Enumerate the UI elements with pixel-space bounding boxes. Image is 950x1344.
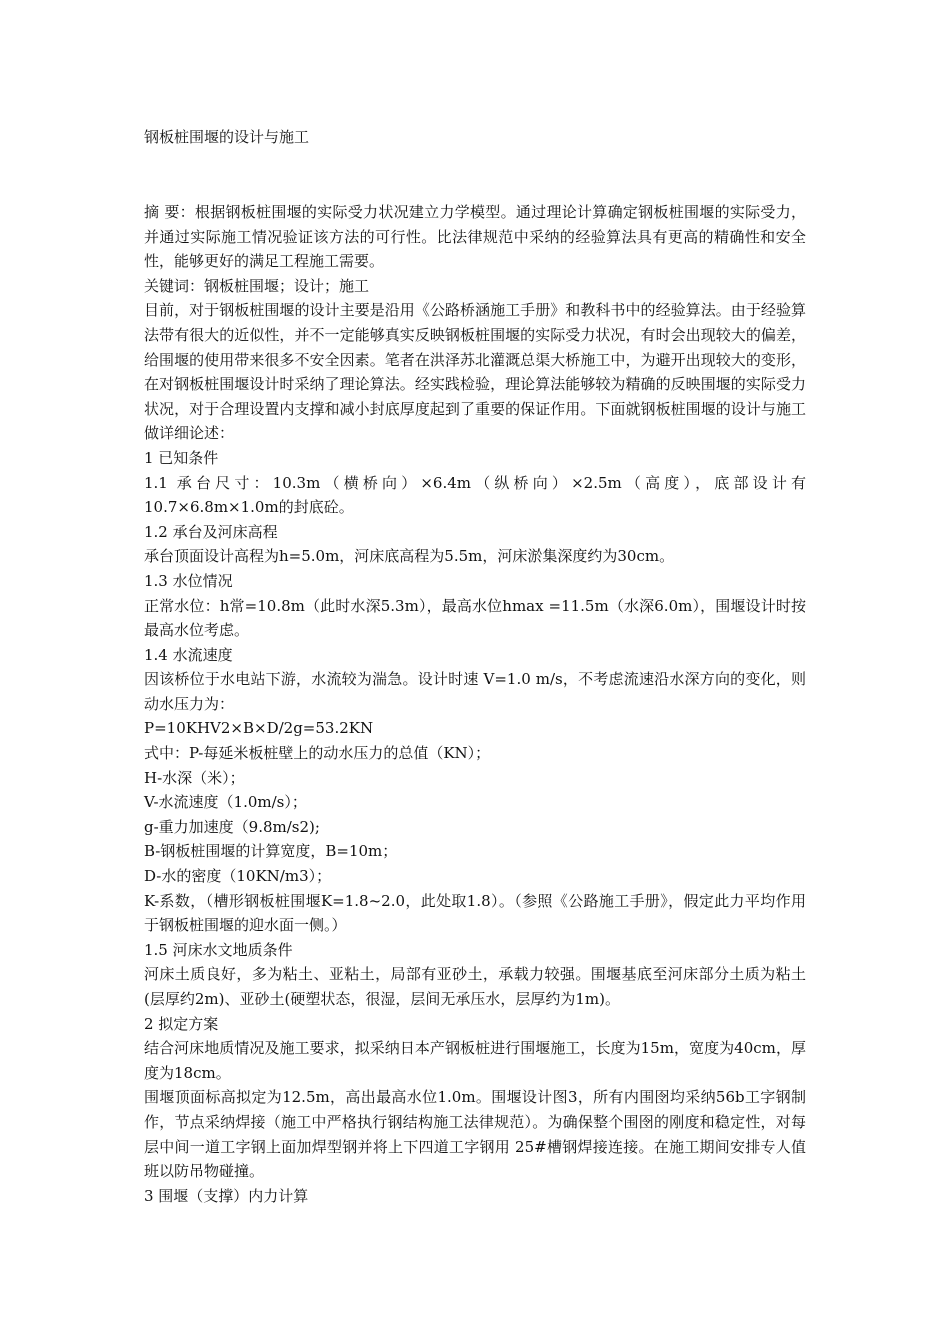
formula-legend-item: H-水深（米）；	[144, 768, 245, 787]
body-paragraph: 结合河床地质情况及施工要求，拟采纳日本产钢板桩进行围堰施工，长度为15m，宽度为40cm，厚度为18cm。	[144, 1039, 806, 1082]
intro-paragraph: 目前，对于钢板桩围堰的设计主要是沿用《公路桥涵施工手册》和教科书中的经验算法。由于经验算法带有很大的近似性，并不一定能够真实反映钢板桩围堰的实际受力状况，有时会出现较大的偏差，给围堰的使用带来很多不安全因素。笔者在洪泽苏北灌溉总渠大桥施工中，为避开出现较大的变形，在对钢板桩围堰设计时采纳了理论算法。经实践检验，理论算法能够较为精确的反映围堰的实际受力状况，对于合理设置内支撑和减小封底厚度起到了重要的保证作用。下面就钢板桩围堰的设计与施工做详细论述：	[144, 301, 806, 443]
keywords-line: 关键词：钢板桩围堰；设计；施工	[144, 276, 370, 295]
body-paragraph: 正常水位：h常=10.8m（此时水深5.3m），最高水位hmax =11.5m（水深6.0m），围堰设计时按最高水位考虑。	[144, 596, 806, 640]
document-title: 钢板桩围堰的设计与施工	[144, 128, 310, 146]
body-paragraph: 因该桥位于水电站下游，水流较为湍急。设计时速 V=1.0 m/s，不考虑流速沿水深方向的变化，则动水压力为：	[144, 670, 806, 713]
subsection-heading: 1.2 承台及河床高程	[144, 522, 278, 541]
subsection-heading: 1.3 水位情况	[144, 571, 233, 590]
document-body	[144, 200, 806, 1208]
section-heading: 1 已知条件	[144, 448, 219, 467]
body-paragraph: 承台顶面设计高程为h=5.0m，河床底高程为5.5m，河床淤集深度约为30cm。	[144, 547, 675, 566]
body-paragraph: 1.1 承台尺寸：10.3m（横桥向）×6.4m（纵桥向）×2.5m（高度），底部设计有10.7×6.8m×1.0m的封底砼。	[144, 473, 806, 517]
formula-legend-item: V-水流速度（1.0m/s）；	[144, 793, 307, 812]
formula-legend-item: D-水的密度（10KN/m3）；	[144, 867, 332, 886]
formula-legend-item: B-钢板桩围堰的计算宽度，B=10m；	[144, 842, 398, 861]
abstract-paragraph: 摘 要：根据钢板桩围堰的实际受力状况建立力学模型。通过理论计算确定钢板桩围堰的实际受力，并通过实际施工情况验证该方法的可行性。比法律规范中采纳的经验算法具有更高的精确性和安全性，能够更好的满足工程施工需要。	[144, 203, 806, 271]
formula-legend-item: g-重力加速度（9.8m/s2);	[144, 817, 320, 836]
formula-legend-item: 式中：P-每延米板桩壁上的动水压力的总值（KN）；	[144, 744, 491, 763]
body-paragraph: 围堰顶面标高拟定为12.5m，高出最高水位1.0m。围堰设计图3，所有内围囹均采纳56b工字钢制作，节点采纳焊接（施工中严格执行钢结构施工法律规范）。为确保整个围囹的刚度和稳定性，对每层中间一道工字钢上面加焊型钢并将上下四道工字钢用 25#槽钢焊接连接。在施工期间安排专人值班以防吊物碰撞。	[144, 1088, 806, 1181]
section-heading: 2 拟定方案	[144, 1014, 219, 1033]
subsection-heading: 1.5 河床水文地质条件	[144, 940, 293, 959]
formula-line: P=10KHV2×B×D/2g=53.2KN	[144, 719, 374, 738]
body-paragraph: 河床土质良好，多为粘土、亚粘土，局部有亚砂土，承载力较强。围堰基底至河床部分土质为粘土(层厚约2m)、亚砂土(硬塑状态，很湿，层间无承压水，层厚约为1m)。	[144, 965, 806, 1008]
subsection-heading: 1.4 水流速度	[144, 645, 233, 664]
section-heading: 3 围堰（支撑）内力计算	[144, 1186, 309, 1205]
formula-legend-item: K-系数，（槽形钢板桩围堰K=1.8~2.0，此处取1.8）。（参照《公路施工手册》，假定此力平均作用于钢板桩围堰的迎水面一侧。）	[144, 891, 806, 935]
